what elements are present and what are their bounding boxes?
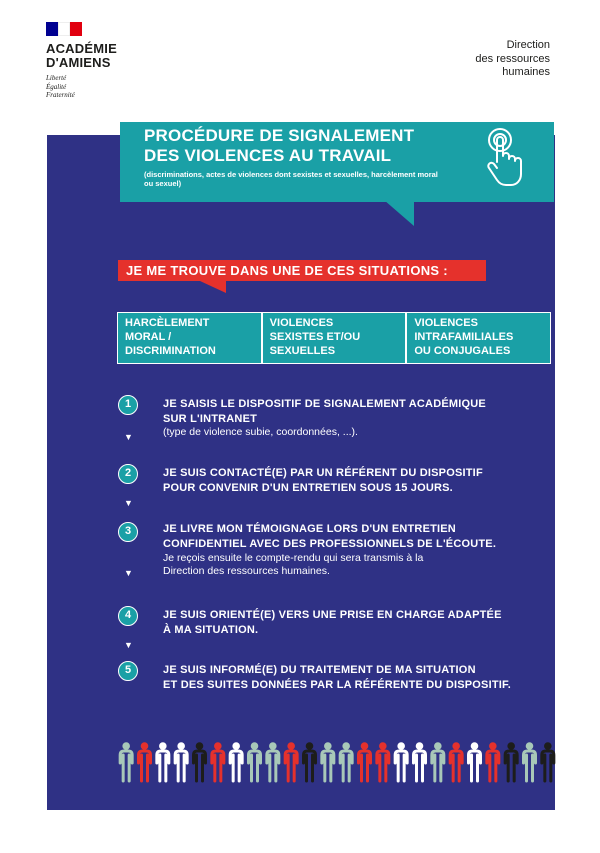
person-icon [120, 742, 132, 781]
situations-banner-tail [200, 281, 226, 293]
situation-text: HARCÈLEMENT [125, 317, 210, 329]
situation-text: OU CONJUGALES [414, 345, 511, 357]
situations-grid [117, 312, 551, 364]
step-1-title-line1: JE SAISIS LE DISPOSITIF DE SIGNALEMENT ACADÉMIQUE [163, 398, 486, 410]
person-icon [469, 742, 481, 781]
person-icon [249, 742, 261, 781]
person-icon [542, 742, 554, 781]
step-5-number: 5 [118, 661, 138, 681]
page-title [144, 126, 414, 166]
person-icon [212, 742, 224, 781]
step-3-note [163, 552, 533, 578]
step-3-note-line2: Direction des ressources humaines. [163, 565, 330, 577]
step-1-note [163, 426, 533, 439]
situation-text: MORAL / [125, 331, 172, 343]
person-icon [414, 742, 426, 781]
step-2-title [163, 466, 533, 495]
step-3-note-line1: Je reçois ensuite le compte-rendu qui sera transmis à la [163, 552, 424, 564]
person-icon [322, 742, 334, 781]
step-4-title-line2: À MA SITUATION. [163, 623, 259, 636]
flag-blue [46, 22, 58, 36]
motto-egalite: Égalité [46, 82, 67, 91]
person-icon [359, 742, 371, 781]
person-icon [340, 742, 352, 781]
page-subtitle: (discriminations, actes de violences dont sexistes et sexuelles, harcèlement moral ou sexuel) [144, 170, 438, 188]
person-icon [157, 742, 169, 781]
arrow-down-icon: ▼ [124, 640, 133, 650]
step-5-title [163, 663, 533, 692]
situation-text: DISCRIMINATION [125, 345, 216, 357]
person-icon [450, 742, 462, 781]
direction-line1: Direction [506, 39, 550, 51]
step-3-title-line2: CONFIDENTIEL AVEC DES PROFESSIONNELS DE L'ÉCOUTE. [163, 537, 497, 550]
title-banner-tail [384, 200, 414, 226]
arrow-down-icon: ▼ [124, 568, 133, 578]
touch-hand-icon [484, 126, 526, 188]
step-1-number: 1 [118, 395, 138, 415]
person-icon [285, 742, 297, 781]
step-1-title [163, 397, 533, 426]
motto-fraternite: Fraternité [46, 91, 75, 99]
step-4-title-line1: JE SUIS ORIENTÉ(E) VERS UNE PRISE EN CHARGE ADAPTÉE [163, 609, 502, 621]
person-icon [175, 742, 187, 781]
person-icon [377, 742, 389, 781]
situation-text: VIOLENCES [414, 317, 478, 329]
step-5-title-line1: JE SUIS INFORMÉ(E) DU TRAITEMENT DE MA SITUATION [163, 664, 476, 676]
step-2-number: 2 [118, 464, 138, 484]
person-icon [267, 742, 279, 781]
marianne-flag-icon [46, 22, 82, 36]
people-illustration [117, 741, 557, 783]
situation-text: SEXUELLES [269, 345, 336, 357]
direction-line3: humaines [502, 66, 550, 78]
step-2-title-line2: POUR CONVENIR D'UN ENTRETIEN SOUS 15 JOURS. [163, 481, 453, 494]
person-icon [230, 742, 242, 781]
academie-name [46, 42, 117, 70]
person-icon [139, 742, 151, 781]
step-4-title [163, 608, 533, 637]
step-4-number: 4 [118, 606, 138, 626]
situation-text: VIOLENCES [269, 317, 334, 329]
situations-heading: JE ME TROUVE DANS UNE DE CES SITUATIONS : [126, 263, 448, 278]
motto-liberte: Liberté [46, 74, 67, 82]
republic-motto [46, 74, 117, 100]
person-icon [194, 742, 206, 781]
direction-line2: des ressources [475, 52, 550, 65]
person-icon [524, 742, 536, 781]
step-3-title-line1: JE LIVRE MON TÉMOIGNAGE LORS D'UN ENTRETIEN [163, 523, 456, 535]
arrow-down-icon: ▼ [124, 498, 133, 508]
flag-red [70, 22, 82, 36]
title-line2: DES VIOLENCES AU TRAVAIL [144, 146, 392, 165]
situation-violences-sexistes [262, 312, 407, 364]
step-1-note-line1: (type de violence subie, coordonnées, ...). [163, 426, 358, 438]
situation-violences-intrafamiliales [406, 312, 551, 364]
step-3-number: 3 [118, 522, 138, 542]
flag-white [58, 22, 70, 36]
situation-text: SEXISTES ET/OU [269, 331, 361, 343]
direction-label [475, 39, 550, 80]
academie-logo [46, 22, 117, 100]
step-1-title-line2: SUR L'INTRANET [163, 412, 258, 425]
step-5-title-line2: ET DES SUITES DONNÉES PAR LA RÉFÉRENTE DU DISPOSITIF. [163, 678, 511, 691]
arrow-down-icon: ▼ [124, 432, 133, 442]
title-line1: PROCÉDURE DE SIGNALEMENT [144, 126, 415, 145]
step-2-title-line1: JE SUIS CONTACTÉ(E) PAR UN RÉFÉRENT DU DISPOSITIF [163, 467, 483, 479]
person-icon [304, 742, 316, 781]
person-icon [505, 742, 517, 781]
situation-harcelement [117, 312, 262, 364]
person-icon [487, 742, 499, 781]
academie-name-line1: ACADÉMIE [46, 41, 117, 56]
person-icon [395, 742, 407, 781]
step-3-title [163, 522, 533, 551]
person-icon [432, 742, 444, 781]
academie-name-line2: D'AMIENS [46, 55, 111, 70]
situation-text: INTRAFAMILIALES [414, 331, 514, 343]
